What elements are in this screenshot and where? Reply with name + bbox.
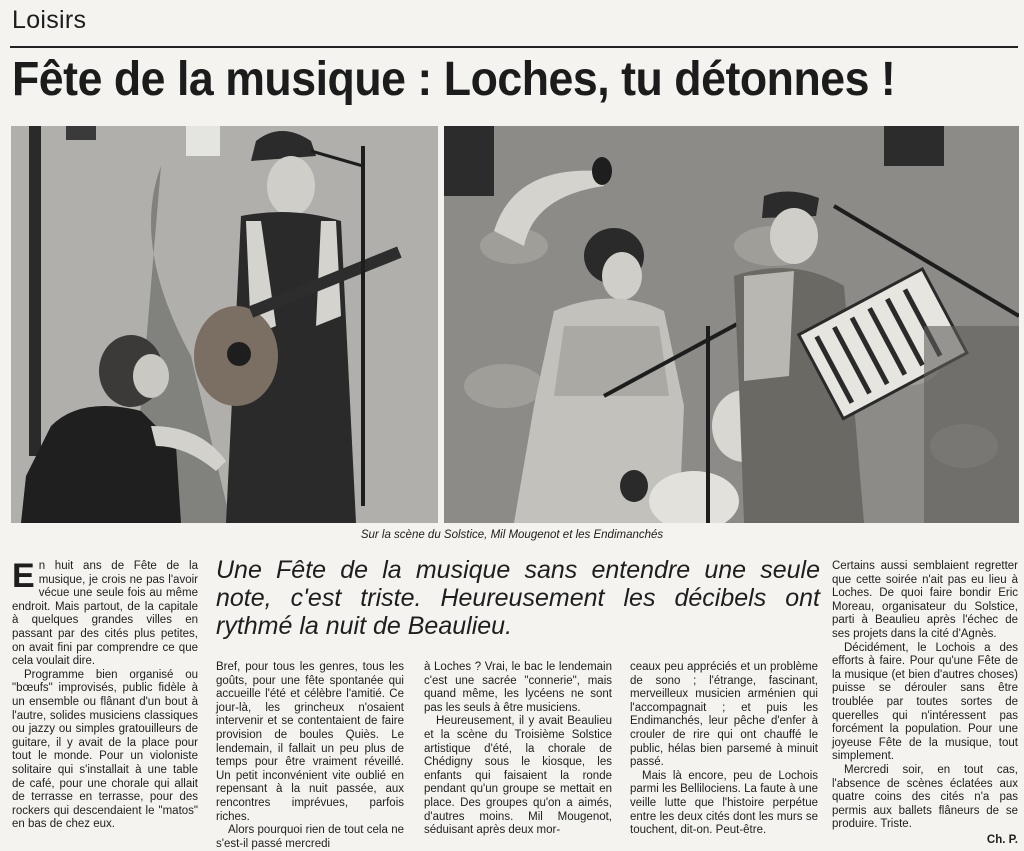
paragraph: Mercredi soir, en tout cas, l'absence de scènes éclatées aux quatre coins des cités n'a pas permis aux ballets flâneurs de se produire. Triste. [832, 763, 1018, 831]
paragraph: Bref, pour tous les genres, tous les goûts, pour une fête spontanée qui accueille l'été et célèbre l'amitié. Ce jour-là, les grincheux n'osaient intervenir et se contentaient de faire provision de boules Quiès. Le lendemain, il fallait un peu plus de temps pour être vraiment réveillé. Un petit inconvénient vite oublié en repensant à la nuit passée, aux rencontres imprévues, parfois riches. [216, 661, 404, 823]
paragraph: Heureusement, il y avait Beaulieu et la scène du Troisième Solstice artistique d'été, la chorale de Chédigny sous le kiosque, les enfants qui faisaient la ronde pendant qu'un groupe se mettait en place. Des groupes qu'on a aimés, d'autres moins. Mil Mougenot, séduisant après deux mor- [424, 715, 612, 837]
article-lede: Une Fête de la musique sans entendre une seule note, c'est triste. Heureusement les décibels ont rythmé la nuit de Beaulieu. [216, 556, 820, 640]
section-label: Loisirs [12, 6, 87, 34]
article-column-3 [424, 661, 612, 838]
paragraph: Mais là encore, peu de Lochois parmi les Bellilociens. La faute à une veille lutte que l'histoire perpétue entre les deux cités dont les murs se touchent, dit-on. Peut-être. [630, 769, 818, 837]
article-column-5 [832, 560, 1018, 847]
drop-cap: E [12, 557, 35, 595]
paragraph: Programme bien organisé ou "bœufs" improvisés, public fidèle à un ensemble ou flânant d'un bout à l'autre, solides musiciens classiques ou jazzy ou simples gratouilleurs de guitare, il y avait de la place pour tout le monde. Pour un violoniste solitaire qui s'installait à une table de café, pour une chorale qui allait de terrasse en terrasse, pour des rockers qui descendaient le "matos" en bas de chez eux. [12, 668, 198, 831]
paragraph: Alors pourquoi rien de tout cela ne s'est-il passé mercredi [216, 824, 404, 850]
paragraph: Certains aussi semblaient regretter que cette soirée n'ait pas eu lieu à Loches. De quoi faire bondir Eric Moreau, organisateur du Solstice, parti à Beaulieu après l'échec de ses projets dans la cité d'Agnès. [832, 560, 1018, 640]
article-column-4 [630, 661, 818, 838]
photo-guitarists [11, 126, 438, 523]
paragraph: Décidément, le Lochois a des efforts à faire. Pour qu'une Fête de la musique (et bien d'autres choses) puisse se dérouler sans être troublée par toutes sortes de querelles qui n'intéressent pas forcément la population. Pour une joyeuse Fête de la musique, tout simplement. [832, 641, 1018, 763]
photo-endimanches [444, 126, 1019, 523]
article-column-1 [12, 557, 198, 832]
paragraph: à Loches ? Vrai, le bac le lendemain c'est une sacrée "connerie", mais quand même, les lycéens ne sont pas les seuls à être musiciens. [424, 661, 612, 714]
author-signature: Ch. P. [986, 833, 1018, 846]
article-column-2 [216, 661, 404, 851]
section-rule [10, 46, 1018, 48]
paragraph: En huit ans de Fête de la musique, je crois ne pas l'avoir vécue une seule fois au même endroit. Mais partout, de la capitale à quelques grandes villes en passant par des cités plus petites, on avait fini par comprendre ce que cela voulait dire. [12, 557, 198, 668]
article-headline: Fête de la musique : Loches, tu détonnes ! [12, 53, 896, 106]
photo-caption: Sur la scène du Solstice, Mil Mougenot et les Endimanchés [360, 529, 664, 541]
paragraph: ceaux peu appréciés et un problème de sono ; l'étrange, fascinant, merveilleux musicien arménien qui l'accompagnait ; et puis les Endimanchés, leur pêche d'enfer à crouler de rire qui ont chauffé le public, hélas bien parsemé à minuit passé. [630, 661, 818, 769]
